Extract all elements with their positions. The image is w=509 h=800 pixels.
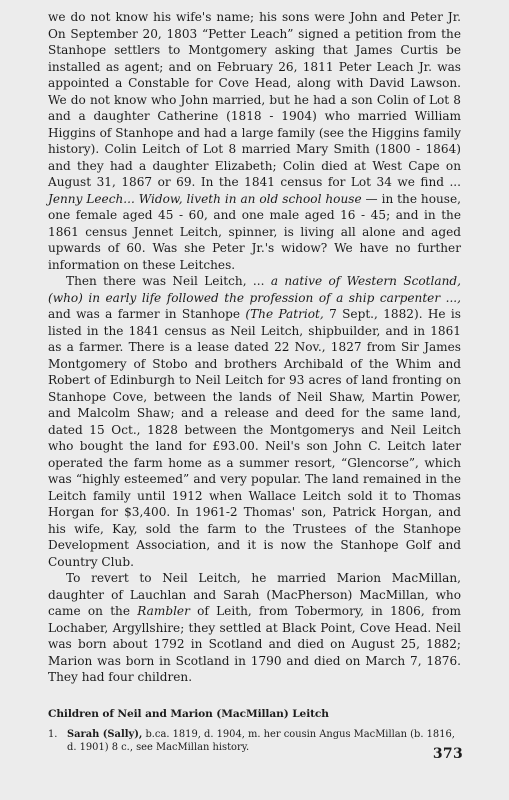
child-entry-text [67,728,461,754]
text-run: — in the house, one female aged 45 - 60, and one male aged 16 - 45; and in the 1861 census Jennet Leitch, spinner, is living all alone and aged upwards of 60. Was she Peter Jr.'s widow? We have no further information on these Leitches. [48,191,461,272]
text-run: Then there was Neil Leitch, ... [66,274,271,288]
text-run: and was a farmer in Stanhope [48,307,246,321]
text-run: of Leith, from Tobermory, in 1806, from Lochaber, Argyllshire; they settled at Black Point, Cove Head. Neil was born about 1792 in Scotland and died on August 25, 1882; Marion was born in Scotland in 1790 and died on March 7, 1876. They had four children. [48,604,461,684]
paragraph-3 [48,570,461,686]
italic-run: Jenny Leech... Widow, liveth in an old school house [48,191,362,206]
child-entry-1 [48,728,461,754]
children-heading: Children of Neil and Marion (MacMillan) Leitch [48,707,329,720]
child-name: Sarah (Sally), [67,728,143,740]
paragraph-1 [48,9,461,273]
child-entry-number: 1. [48,728,58,740]
italic-run: (The Patriot, [245,307,324,321]
body-text [48,9,461,686]
child-details: b.ca. 1819, d. 1904, m. her cousin Angus MacMillan (b. 1816, d. 1901) 8 c., see MacMillan history. [67,728,455,753]
italic-run: Rambler [137,604,190,618]
italic-run: a native of Western Scotland, (who) in early life followed the profession of a ship carpenter ..., [48,274,461,305]
text-run: we do not know his wife's name; his sons were John and Peter Jr. On September 20, 1803 “Petter Leach” signed a petition from the Stanhope settlers to Montgomery asking that James Curtis be installed as agent; and on February 26, 1811 Peter Leach Jr. was appointed a Constable for Cove Head, along with David Lawson. We do not know who John married, but he had a son Colin of Lot 8 and a daughter Catherine (1818 - 1904) who married William Higgins of Stanhope and had a large family (see the Higgins family history). Colin Leitch of Lot 8 married Mary Smith (1800 - 1864) and they had a daughter Elizabeth; Colin died at West Cape on August 31, 1867 or 69. In the 1841 census for Lot 34 we find ... [48,10,461,189]
text-run: To revert to Neil Leitch, he married Marion MacMillan, daughter of Lauchlan and Sarah (MacPherson) MacMillan, who came on the [48,571,461,618]
text-run: 7 Sept., 1882). He is listed in the 1841 census as Neil Leitch, shipbuilder, and in 1861 as a farmer. There is a lease dated 22 Nov., 1827 from Sir James Montgomery of Stobo and brothers Archibald of the Whim and Robert of Edinburgh to Neil Leitch for 93 acres of land fronting on Stanhope Cove, between the lands of Neil Shaw, Martin Power, and Malcolm Shaw; and a release and deed for the same land, dated 15 Oct., 1828 between the Montgomerys and Neil Leitch who bought the land for £93.00. Neil's son John C. Leitch later operated the farm home as a summer resort, “Glencorse”, which was “highly esteemed” and very popular. The land remained in the Leitch family until 1912 when Wallace Leitch sold it to Thomas Horgan for $3,400. In 1961-2 Thomas' son, Patrick Horgan, and his wife, Kay, sold the farm to the Trustees of the Stanhope Development Association, and it is now the Stanhope Golf and Country Club. [48,307,461,569]
page-number: 373 [432,746,463,762]
paragraph-2 [48,273,461,570]
